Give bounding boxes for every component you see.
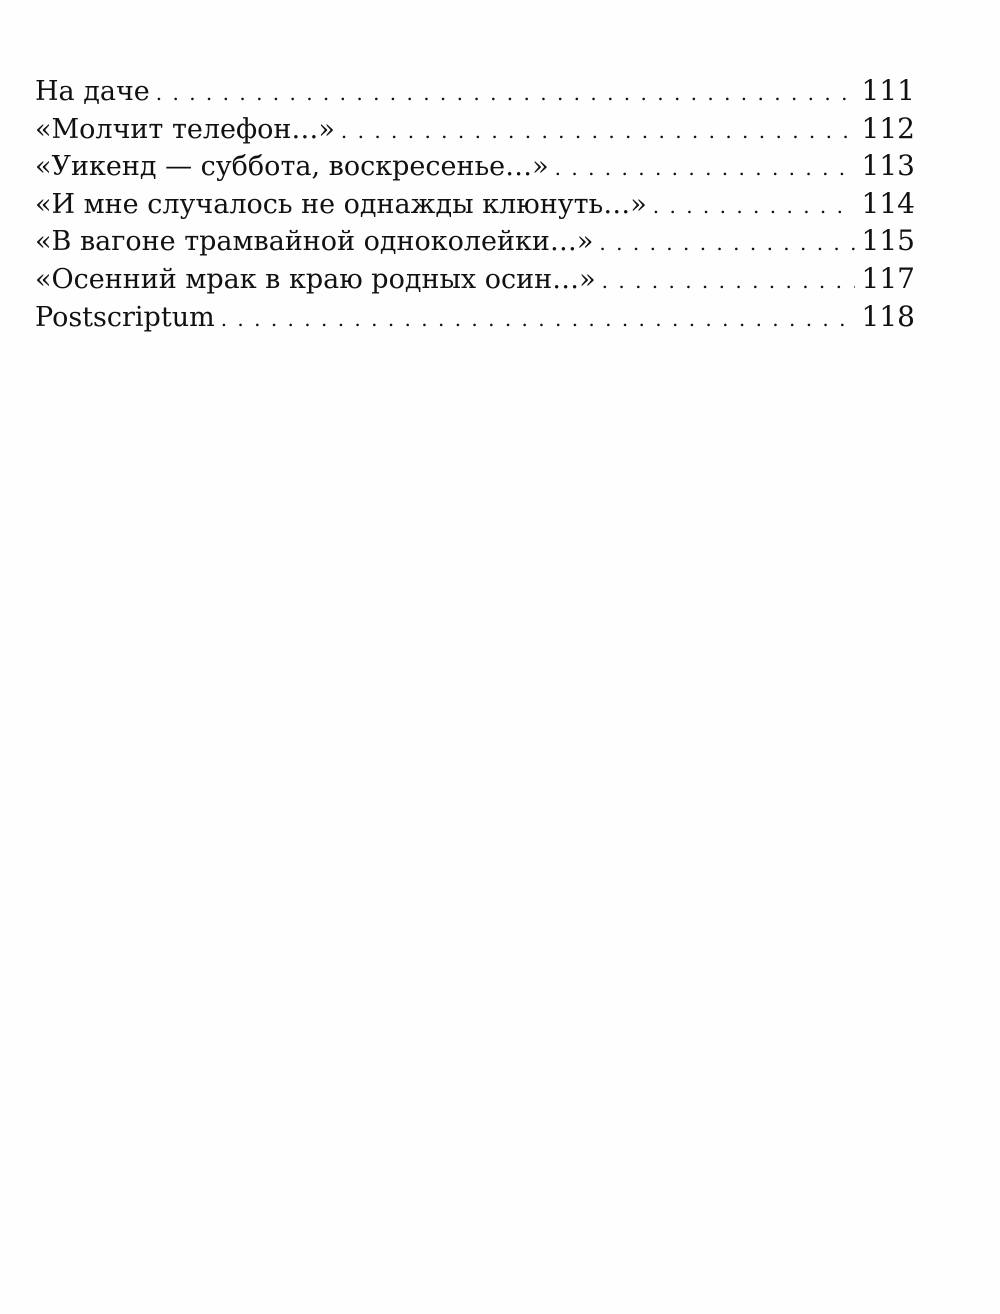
toc-entry bbox=[35, 260, 915, 298]
toc-dot-leader bbox=[653, 188, 855, 226]
toc-entry-title: «В вагоне трамвайной одноколейки…» bbox=[35, 226, 594, 258]
toc-entry-title: Postscriptum bbox=[35, 301, 215, 333]
toc-dot-leader bbox=[555, 150, 855, 188]
toc-entry-title: «Молчит телефон…» bbox=[35, 113, 335, 145]
toc-entry bbox=[35, 147, 915, 185]
toc-entry-page: 113 bbox=[861, 149, 915, 183]
toc-entry bbox=[35, 222, 915, 260]
toc-entry-page: 114 bbox=[861, 186, 915, 220]
toc-dot-leader bbox=[602, 263, 855, 301]
toc-entry-title: «Уикенд — суббота, воскресенье…» bbox=[35, 151, 549, 183]
toc-entry-title: «Осенний мрак в краю родных осин…» bbox=[35, 263, 596, 295]
toc-entry-title: На даче bbox=[35, 76, 150, 107]
toc-dot-leader bbox=[156, 75, 855, 113]
toc-dot-leader bbox=[341, 113, 855, 151]
table-of-contents bbox=[35, 72, 915, 335]
toc-entry-page: 111 bbox=[861, 74, 915, 107]
toc-entry-page: 118 bbox=[861, 299, 915, 333]
toc-entry bbox=[35, 72, 915, 110]
toc-entry bbox=[35, 110, 915, 148]
toc-dot-leader bbox=[221, 301, 855, 339]
toc-entry-page: 112 bbox=[861, 111, 915, 145]
toc-entry-title: «И мне случалось не однажды клюнуть…» bbox=[35, 188, 647, 220]
toc-entry bbox=[35, 298, 915, 336]
toc-entry bbox=[35, 185, 915, 223]
toc-entry-page: 115 bbox=[861, 224, 915, 258]
toc-dot-leader bbox=[599, 225, 855, 263]
toc-entry-page: 117 bbox=[861, 261, 915, 295]
